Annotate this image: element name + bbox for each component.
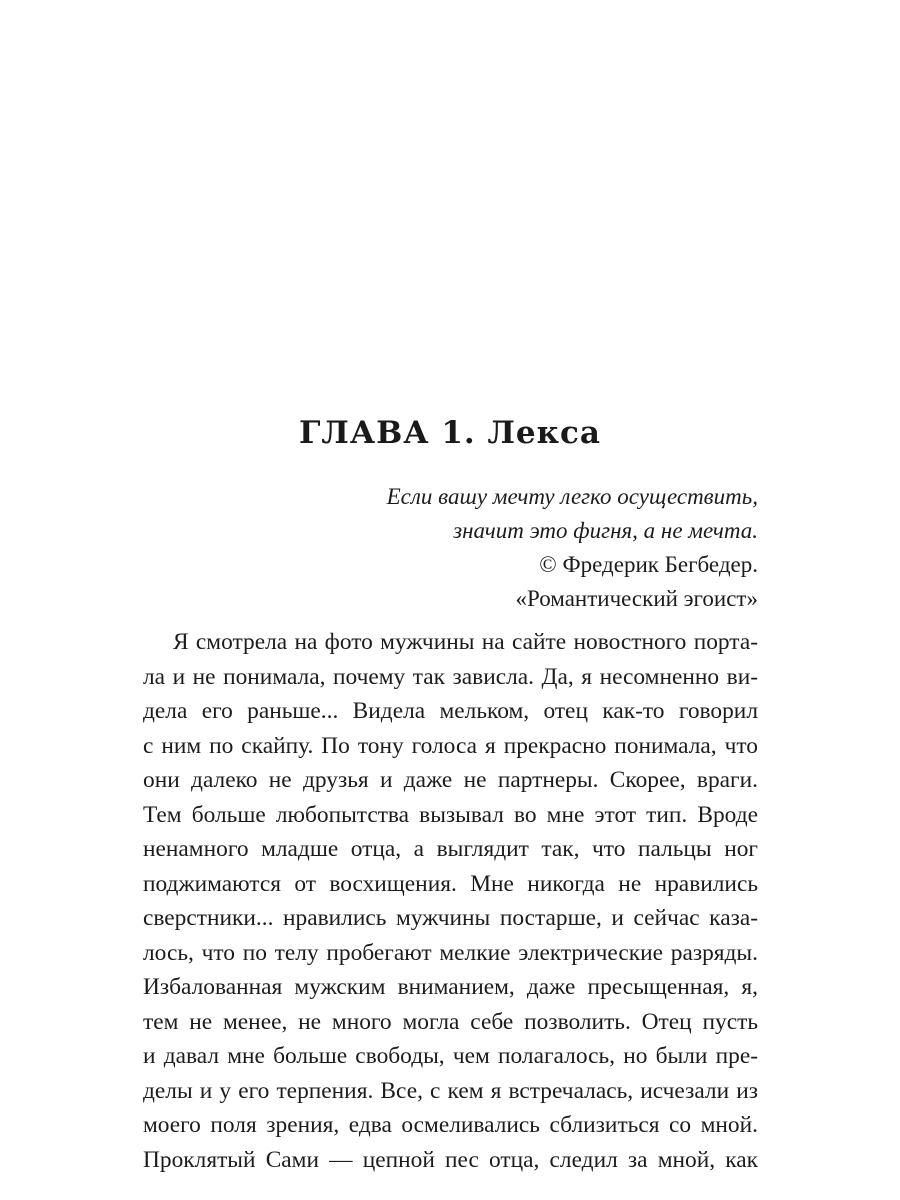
body-line: Тем больше любопытства вызывал во мне этот тип. Вроде — [143, 801, 758, 828]
body-line: Проклятый Сами — цепной пес отца, следил за мной, как — [143, 1146, 758, 1173]
body-line: ла и не понимала, почему так зависла. Да, я несомненно ви- — [143, 663, 758, 690]
epigraph-source: «Романтический эгоист» — [515, 586, 758, 611]
body-line: они далеко не друзья и даже не партнеры. Скорее, враги. — [143, 767, 758, 793]
body-line: делы и у его терпения. Все, с кем я встречалась, исчезали из — [143, 1077, 758, 1104]
body-line: и давал мне больше свободы, чем полагалось, но были пре- — [143, 1043, 758, 1069]
body-line: Я смотрела на фото мужчины на сайте новостного порта- — [173, 629, 758, 655]
epigraph — [158, 480, 758, 616]
body-line: тем не менее, не много могла себе позволить. Отец пусть — [143, 1008, 758, 1035]
body-line: дела его раньше... Видела мельком, отец как-то говорил — [143, 698, 758, 724]
body-line: лось, что по телу пробегают мелкие электрические разряды. — [143, 939, 758, 966]
epigraph-quote-line: значит это фигня, а не мечта. — [453, 518, 758, 543]
epigraph-quote-line: Если вашу мечту легко осуществить, — [386, 484, 758, 509]
body-line: сверстники... нравились мужчины постарше, и сейчас каза- — [143, 905, 758, 931]
body-line: ненамного младше отца, а выглядит так, что пальцы ног — [143, 836, 758, 862]
body-line: моего поля зрения, едва осмеливались сблизиться со мной. — [143, 1112, 758, 1138]
chapter-title: ГЛАВА 1. Лекса — [299, 415, 601, 451]
body-line: с ним по скайпу. По тону голоса я прекрасно понимала, что — [143, 732, 758, 759]
epigraph-author: © Фредерик Бегбедер. — [539, 552, 758, 577]
body-line: поджимаются от восхищения. Мне никогда не нравились — [143, 870, 758, 897]
body-text — [143, 625, 758, 1177]
body-line: Избалованная мужским вниманием, даже пресыщенная, я, — [143, 974, 758, 1000]
